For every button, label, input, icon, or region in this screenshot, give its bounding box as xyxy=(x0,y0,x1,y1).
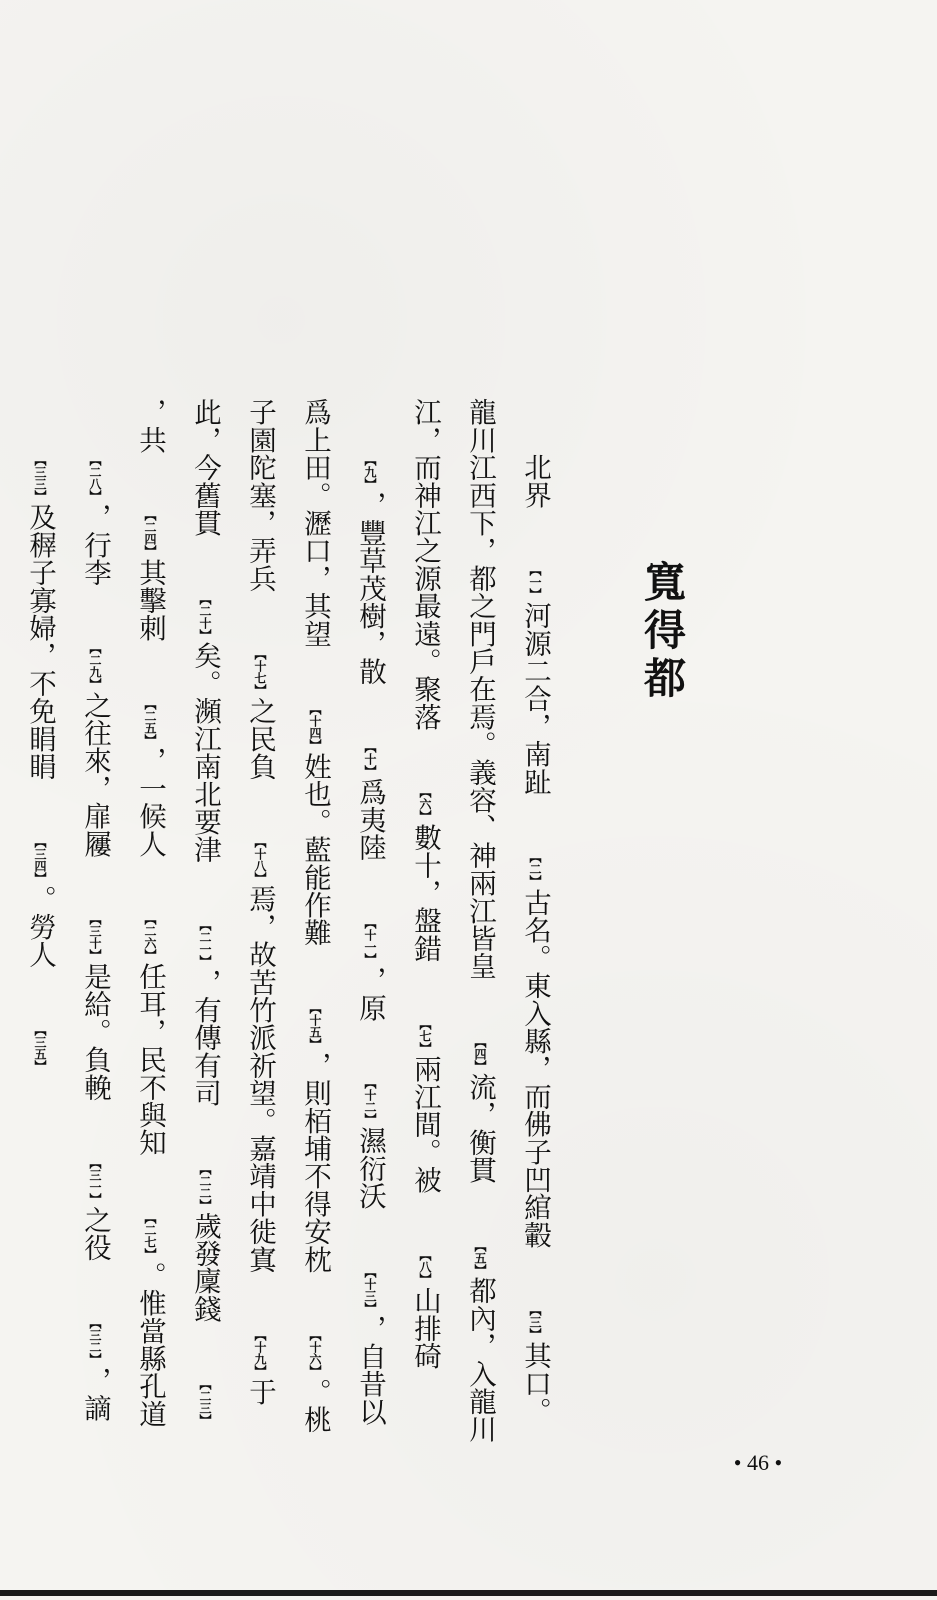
note-marker: 【二十】 xyxy=(198,592,212,641)
note-marker: 【十九】 xyxy=(253,1328,267,1377)
note-marker: 【三三】 xyxy=(33,454,47,502)
note-marker: 【十五】 xyxy=(308,1002,322,1051)
note-marker: 【三一】 xyxy=(88,1156,102,1205)
note-marker: 【十八】 xyxy=(253,836,267,885)
body-paragraph: 北界【一】河源二合，南趾【二】古名。東入縣，而佛子凹綰轂【三】其口。龍川江西下，都之門戶在焉。義容、神兩江皆皇【四】流，衡貫【五】都內，入龍川江，而神江之源最遠。聚落【六】數十，盤錯【七】兩江間。被【八】山排碕【九】，豐草茂樹，散【十】爲夷陸【十一】，原【十二】濕衍沃【十三】，自昔以爲上田。瀝口，其望【十四】姓也。藍能作難【十五】，則栢埔不得安枕【十六】。桃子園陀塞，弄兵【十七】之民負【十八】焉，故苦竹派祈望。嘉靖中徙寘【十九】于此，今舊貫【二十】矣。瀕江南北要津【二一】，有傳有司【二二】歲發廩錢【二三】，共【二四】其擊刺【二五】，一候人【二六】任耳，民不與知【二七】。惟當縣孔道【二八】，行李【二九】之往來，扉屨【三十】是給。負輓【三一】之役【三二】，謫【三三】及稺子寡婦，不免睊睊【三四】。勞人【三五】 xyxy=(12,398,562,1448)
note-marker: 【十】 xyxy=(363,740,377,777)
note-marker: 【四】 xyxy=(473,1035,487,1072)
note-marker: 【五】 xyxy=(473,1239,487,1276)
note-marker: 【六】 xyxy=(418,786,432,823)
note-marker: 【三】 xyxy=(528,1304,542,1341)
note-marker: 【二二】 xyxy=(198,1162,212,1211)
note-marker: 【三十】 xyxy=(88,913,102,962)
note-marker: 【十四】 xyxy=(308,703,322,752)
note-marker: 【十三】 xyxy=(363,1265,377,1314)
section-title: 寬得都 xyxy=(638,560,687,704)
note-marker: 【八】 xyxy=(418,1249,432,1286)
note-marker: 【十六】 xyxy=(308,1328,322,1377)
note-marker: 【三二】 xyxy=(88,1317,102,1366)
note-marker: 【九】 xyxy=(363,454,377,490)
note-marker: 【二八】 xyxy=(88,454,102,502)
note-marker: 【三四】 xyxy=(33,836,47,884)
note-marker: 【十二】 xyxy=(363,1077,377,1126)
page-number: • 46 • xyxy=(733,1450,783,1475)
note-marker: 【二三】 xyxy=(198,1378,212,1427)
note-marker: 【二】 xyxy=(528,851,542,888)
note-marker: 【一】 xyxy=(528,564,542,601)
note-marker: 【二五】 xyxy=(143,697,157,746)
note-marker: 【二一】 xyxy=(198,919,212,968)
note-marker: 【二六】 xyxy=(143,913,157,962)
note-marker: 【三五】 xyxy=(33,1024,47,1073)
note-marker: 【十一】 xyxy=(363,917,377,966)
note-marker: 【七】 xyxy=(418,1017,432,1054)
note-marker: 【二七】 xyxy=(143,1212,157,1261)
body-text xyxy=(24,398,562,1448)
note-marker: 【二九】 xyxy=(88,642,102,691)
note-marker: 【二四】 xyxy=(143,509,157,558)
note-marker: 【十七】 xyxy=(253,647,267,696)
bottom-rule xyxy=(0,1590,937,1596)
